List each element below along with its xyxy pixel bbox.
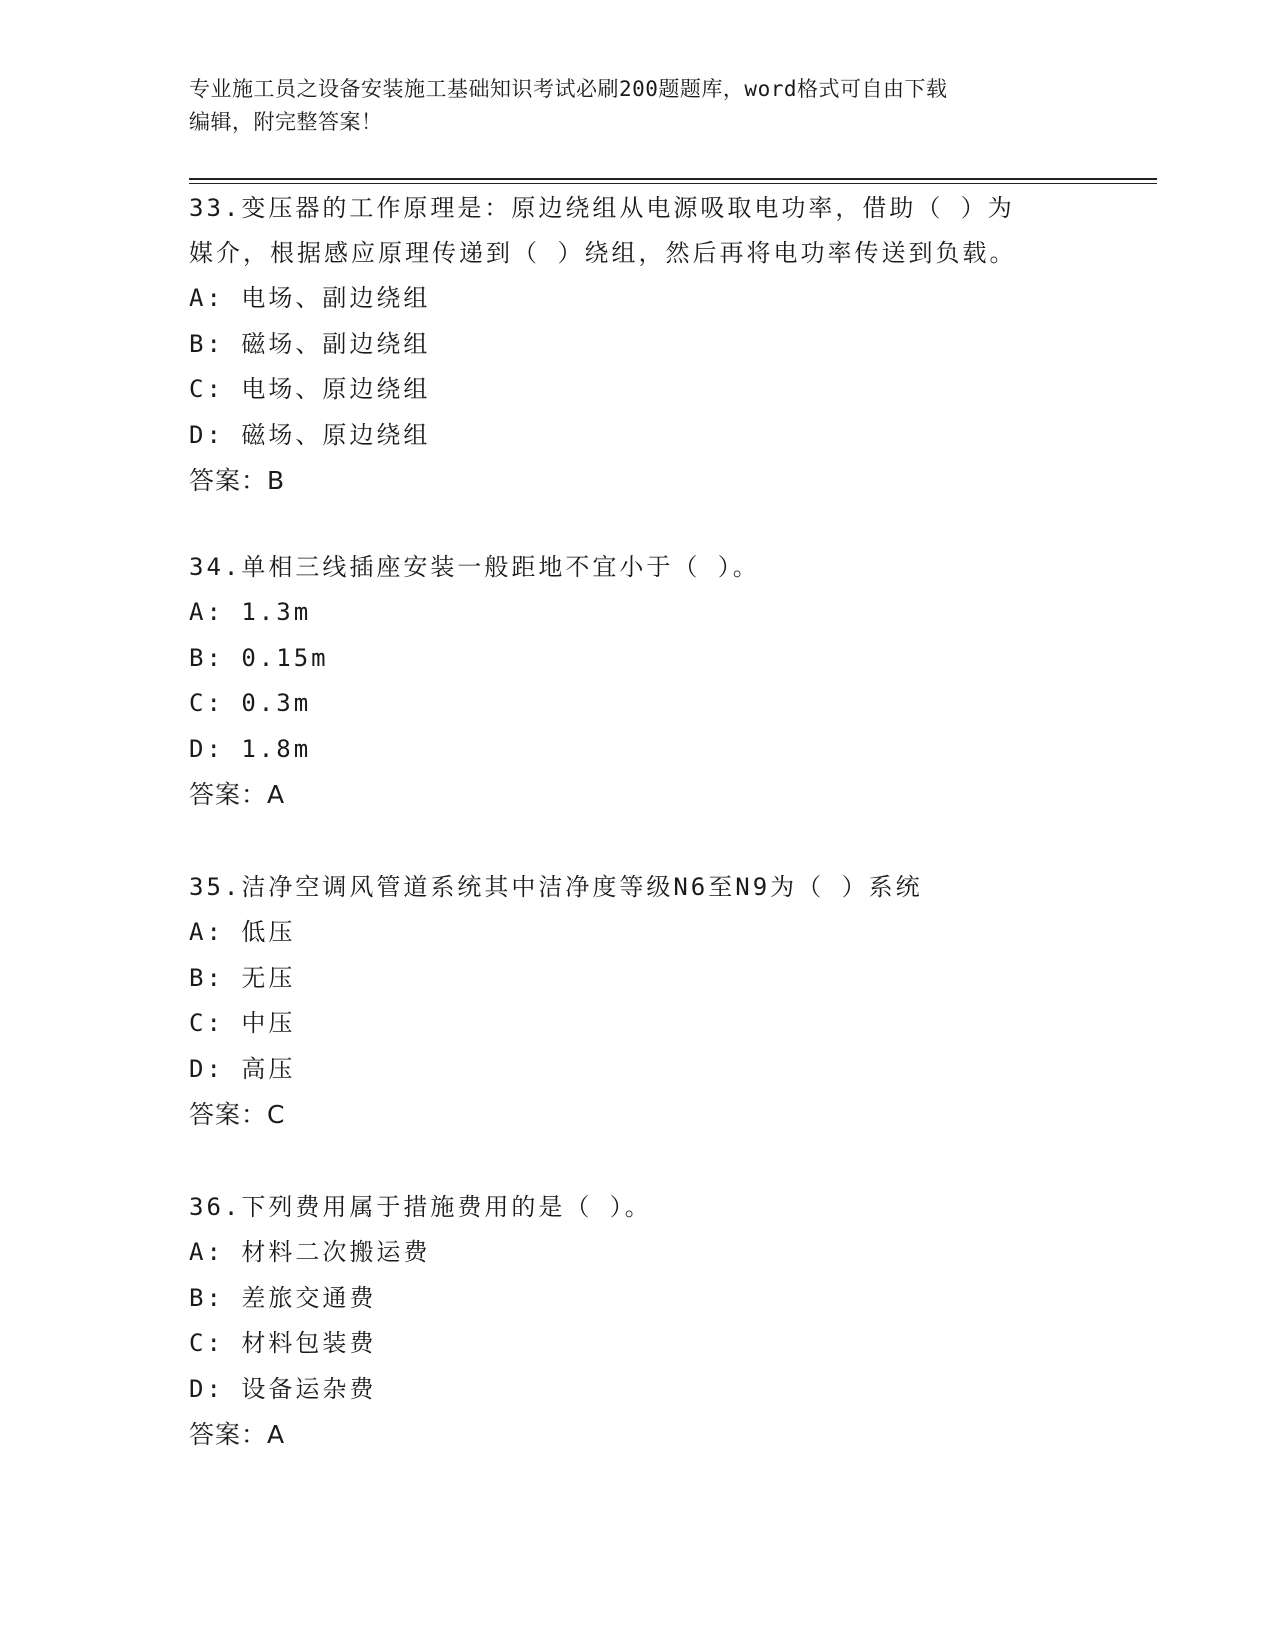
header-line-2: 编辑，附完整答案！ <box>189 110 383 134</box>
question-text-line: 媒介，根据感应原理传递到（ ）绕组，然后再将电功率传送到负载。 <box>189 239 1017 267</box>
question-text-line: 35.洁净空调风管道系统其中洁净度等级N6至N9为（ ）系统 <box>189 873 923 901</box>
answer: 答案：B <box>189 466 286 495</box>
header-divider-thin <box>189 183 1157 184</box>
option-a: A: 材料二次搬运费 <box>189 1238 431 1266</box>
option-a: A: 1.3m <box>189 598 312 626</box>
option-b: B: 磁场、副边绕组 <box>189 329 431 358</box>
answer: 答案：C <box>189 1100 286 1129</box>
question-text-line: 36.下列费用属于措施费用的是（ ）。 <box>189 1193 652 1221</box>
header-divider-thick <box>189 178 1157 180</box>
option-a: A: 低压 <box>189 918 296 946</box>
question-text-line: 33.变压器的工作原理是：原边绕组从电源吸取电功率，借助（ ）为 <box>189 194 1015 222</box>
question-36 <box>189 1185 1089 1457</box>
option-d: D: 设备运杂费 <box>189 1374 377 1403</box>
question-35 <box>189 865 1089 1137</box>
question-34 <box>189 545 1089 817</box>
option-c: C: 中压 <box>189 1009 296 1037</box>
option-d: D: 高压 <box>189 1054 296 1083</box>
option-d: D: 磁场、原边绕组 <box>189 420 431 449</box>
option-b: B: 0.15m <box>189 643 329 672</box>
option-a: A: 电场、副边绕组 <box>189 284 431 312</box>
option-c: C: 电场、原边绕组 <box>189 375 431 403</box>
answer: 答案：A <box>189 780 286 809</box>
option-c: C: 材料包装费 <box>189 1329 377 1357</box>
document-header <box>189 73 1089 139</box>
option-c: C: 0.3m <box>189 689 312 717</box>
question-text-line: 34.单相三线插座安装一般距地不宜小于（ ）。 <box>189 553 760 581</box>
header-line-1: 专业施工员之设备安装施工基础知识考试必刷200题题库，word格式可自由下载 <box>189 77 948 101</box>
question-33 <box>189 186 1089 503</box>
option-d: D: 1.8m <box>189 734 312 763</box>
option-b: B: 差旅交通费 <box>189 1283 377 1312</box>
option-b: B: 无压 <box>189 963 296 992</box>
answer: 答案：A <box>189 1420 286 1449</box>
